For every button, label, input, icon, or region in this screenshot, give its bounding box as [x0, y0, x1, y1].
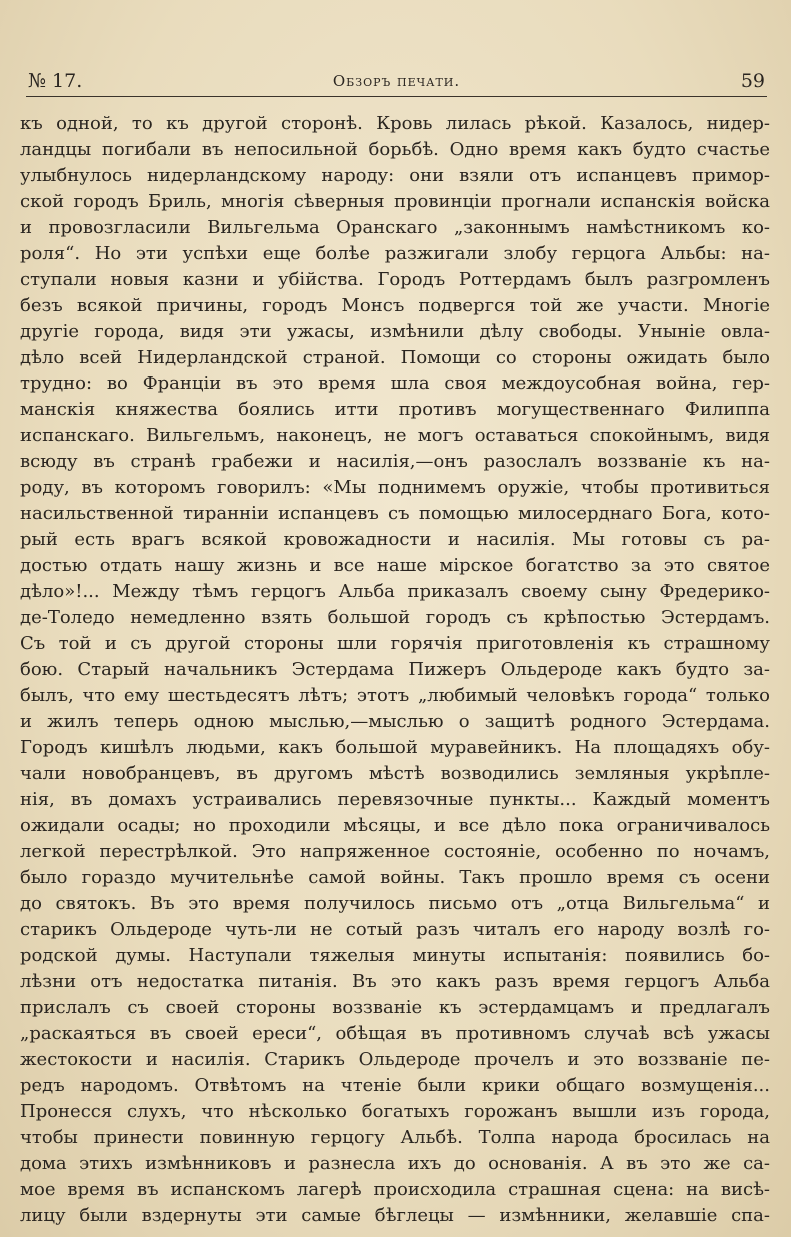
text-line: дѣло всей Нидерландской страной. Помощи со стороны ожидать было	[20, 347, 770, 368]
text-line: роду, въ которомъ говорилъ: «Мы поднимемъ оружіе, чтобы противиться	[20, 477, 770, 498]
text-line: было гораздо мучительнѣе самой войны. Такъ прошло время съ осени	[20, 867, 770, 888]
text-line: былъ, что ему шестьдесятъ лѣтъ; этотъ „любимый человѣкъ города“ только	[20, 685, 770, 706]
text-line: прислалъ съ своей стороны воззваніе къ эстердамцамъ и предлагалъ	[20, 997, 770, 1018]
text-line: дома этихъ измѣнниковъ и разнесла ихъ до основанія. А въ это же са-	[20, 1153, 770, 1174]
text-line: редъ народомъ. Отвѣтомъ на чтеніе были крики общаго возмущенія...	[20, 1075, 770, 1096]
text-line: всюду въ странѣ грабежи и насилія,—онъ разослалъ воззваніе къ на-	[20, 451, 770, 472]
text-line: манскія княжества боялись итти противъ могущественнаго Филиппа	[20, 399, 770, 420]
text-line: ожидали осады; но проходили мѣсяцы, и все дѣло пока ограничивалось	[20, 815, 770, 836]
text-line: испанскаго. Вильгельмъ, наконецъ, не могъ оставаться спокойнымъ, видя	[20, 425, 770, 446]
text-line: бою. Старый начальникъ Эстердама Пижеръ Ольдероде какъ будто за-	[20, 659, 770, 680]
text-line: родской думы. Наступали тяжелыя минуты испытанія: появились бо-	[20, 945, 770, 966]
text-line: ландцы погибали въ непосильной борьбѣ. Одно время какъ будто счастье	[20, 139, 770, 160]
text-line: жестокости и насилія. Старикъ Ольдероде прочелъ и это воззваніе пе-	[20, 1049, 770, 1070]
text-line: лицу были вздернуты эти самые бѣглецы — измѣнники, желавшіе спа-	[20, 1205, 770, 1226]
issue-number: № 17.	[28, 70, 83, 92]
text-line: Пронесся слухъ, что нѣсколько богатыхъ горожанъ вышли изъ города,	[20, 1101, 770, 1122]
running-header	[26, 68, 767, 97]
text-line: трудно: во Франціи въ это время шла своя междоусобная война, гер-	[20, 373, 770, 394]
text-line: и жилъ теперь одною мыслью,—мыслью о защитѣ родного Эстердама.	[20, 711, 770, 732]
text-line: „раскаяться въ своей ереси“, обѣщая въ противномъ случаѣ всѣ ужасы	[20, 1023, 770, 1044]
text-line: легкой перестрѣлкой. Это напряженное состояніе, особенно по ночамъ,	[20, 841, 770, 862]
text-line: дѣло»!... Между тѣмъ герцогъ Альба приказалъ своему сыну Фредерико-	[20, 581, 770, 602]
text-line: улыбнулось нидерландскому народу: они взяли отъ испанцевъ примор-	[20, 165, 770, 186]
text-line: чали новобранцевъ, въ другомъ мѣстѣ возводились земляныя укрѣпле-	[20, 763, 770, 784]
text-line: другіе города, видя эти ужасы, измѣнили дѣлу свободы. Уныніе овла-	[20, 321, 770, 342]
text-line: до святокъ. Въ это время получилось письмо отъ „отца Вильгельма“ и	[20, 893, 770, 914]
text-line: нія, въ домахъ устраивались перевязочные пункты... Каждый моментъ	[20, 789, 770, 810]
text-line: Съ той и съ другой стороны шли горячія приготовленія къ страшному	[20, 633, 770, 654]
text-line: старикъ Ольдероде чуть-ли не сотый разъ читалъ его народу возлѣ го-	[20, 919, 770, 940]
text-line: ступали новыя казни и убійства. Городъ Роттердамъ былъ разгромленъ	[20, 269, 770, 290]
text-line: рый есть врагъ всякой кровожадности и насилія. Мы готовы съ ра-	[20, 529, 770, 550]
text-line: ской городъ Бриль, многія сѣверныя провинціи прогнали испанскія войска	[20, 191, 770, 212]
text-line: де-Толедо немедленно взять большой городъ съ крѣпостью Эстердамъ.	[20, 607, 770, 628]
text-line: безъ всякой причины, городъ Монсъ подвергся той же участи. Многіе	[20, 295, 770, 316]
text-line: мое время въ испанскомъ лагерѣ происходила страшная сцена: на висѣ-	[20, 1179, 770, 1200]
page-number: 59	[740, 70, 765, 92]
text-line: роля“. Но эти успѣхи еще болѣе разжигали злобу герцога Альбы: на-	[20, 243, 770, 264]
text-line: къ одной, то къ другой сторонѣ. Кровь лилась рѣкой. Казалось, нидер-	[20, 113, 770, 134]
text-line: лѣзни отъ недостатка питанія. Въ это какъ разъ время герцогъ Альба	[20, 971, 770, 992]
text-line: Городъ кишѣлъ людьми, какъ большой муравейникъ. На площадяхъ обу-	[20, 737, 770, 758]
text-line: насильственной тиранніи испанцевъ съ помощью милосерднаго Бога, кото-	[20, 503, 770, 524]
text-line: и провозгласили Вильгельма Оранскаго „законнымъ намѣстникомъ ко-	[20, 217, 770, 238]
section-title: Обзоръ печати.	[332, 72, 461, 90]
text-line: достью отдать нашу жизнь и все наше мірское богатство за это святое	[20, 555, 770, 576]
body-text	[20, 111, 770, 1229]
text-line: чтобы принести повинную герцогу Альбѣ. Толпа народа бросилась на	[20, 1127, 770, 1148]
